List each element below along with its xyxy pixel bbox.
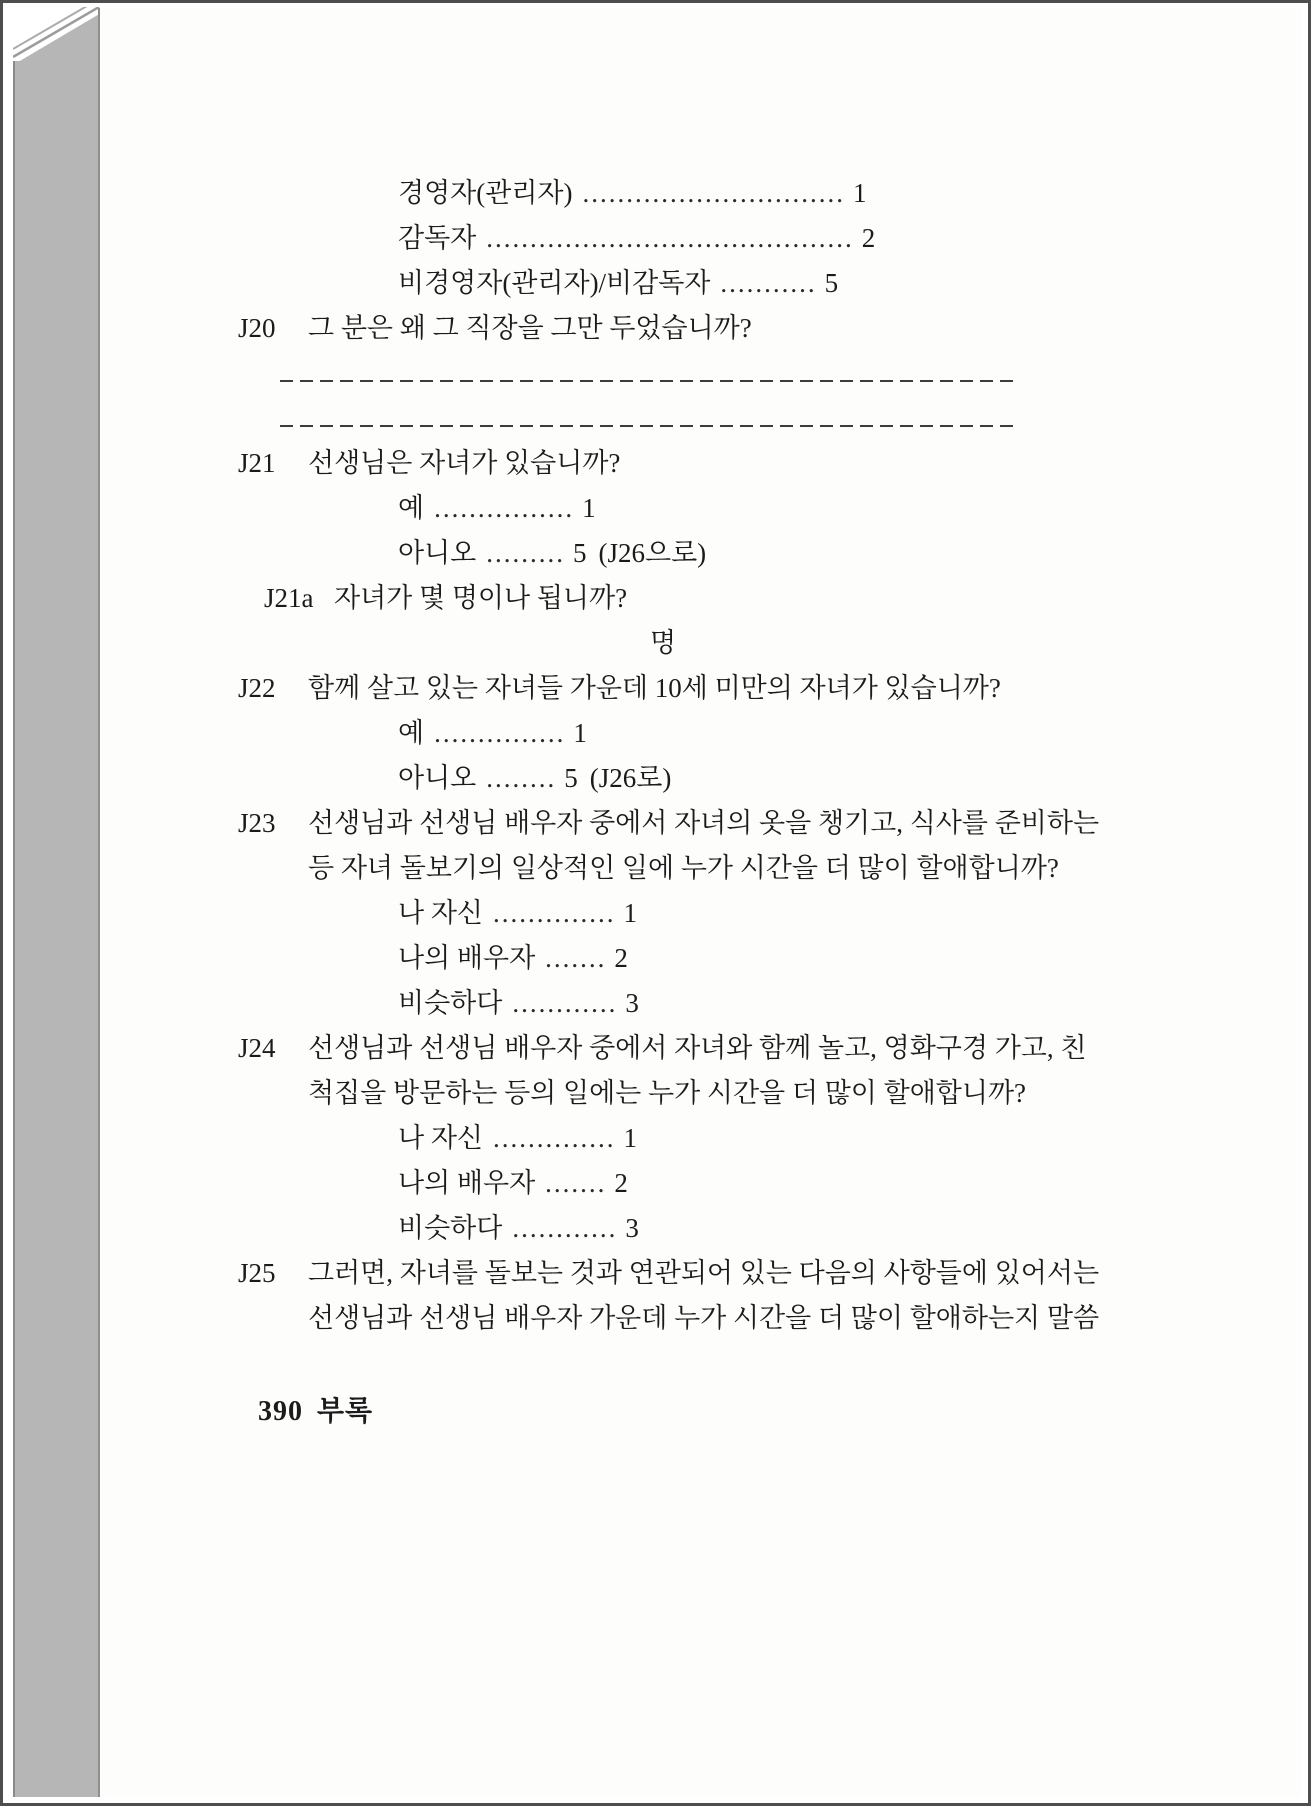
book-corner-pages <box>13 7 101 65</box>
option-row <box>398 1161 1241 1206</box>
question-text-line: 그러면, 자녀를 돌보는 것과 연관되어 있는 다음의 사항들에 있어서는 <box>308 1258 1100 1288</box>
option-value: 1 <box>582 493 596 523</box>
question-text <box>308 1026 1086 1116</box>
question-text-line: 선생님과 선생님 배우자 중에서 자녀와 함께 놀고, 영화구경 가고, 친 <box>308 1033 1087 1063</box>
unit-label: 명 <box>650 628 677 658</box>
question-text <box>308 801 1099 891</box>
option-row <box>398 936 1241 981</box>
option-dots: .......................................... <box>486 223 854 253</box>
question-row <box>264 576 1241 621</box>
question-text: 선생님은 자녀가 있습니까? <box>308 448 621 478</box>
question-text-line: 척집을 방문하는 등의 일에는 누가 시간을 더 많이 할애합니까? <box>308 1078 1027 1108</box>
question-id: J24 <box>238 1033 276 1063</box>
answer-blank-row <box>238 396 1241 441</box>
question-row <box>238 666 1241 711</box>
option-value: 1 <box>623 1123 637 1153</box>
option-dots: ......... <box>486 538 565 568</box>
question-j20 <box>238 306 1241 441</box>
footer-page-number: 390 <box>258 1396 303 1427</box>
answer-blank-line <box>280 380 1013 382</box>
option-row <box>398 486 1241 531</box>
option-row <box>398 1206 1241 1251</box>
option-dots: .............. <box>493 1123 616 1153</box>
page-footer <box>258 1389 1241 1429</box>
question-text: 그 분은 왜 그 직장을 그만 두었습니까? <box>308 313 752 343</box>
question-row <box>238 1251 1241 1341</box>
answer-blank-row <box>238 351 1241 396</box>
option-value: 2 <box>614 1168 628 1198</box>
option-value: 2 <box>861 223 876 253</box>
unit-label-row <box>650 621 1241 666</box>
option-label: 나의 배우자 <box>398 1168 536 1198</box>
question-id: J22 <box>238 673 276 703</box>
option-dots: ............ <box>512 1213 618 1243</box>
question-j21a <box>238 576 1241 666</box>
option-dots: .............................. <box>582 178 845 208</box>
option-dots: .............. <box>493 898 616 928</box>
book-page-edges <box>13 61 98 1797</box>
question-text-line: 선생님과 선생님 배우자 중에서 자녀의 옷을 챙기고, 식사를 준비하는 <box>308 808 1100 838</box>
question-j21 <box>238 441 1241 576</box>
question-text: 자녀가 몇 명이나 됩니까? <box>334 583 628 613</box>
option-dots: ........... <box>720 268 817 298</box>
option-row <box>398 216 1241 261</box>
option-row <box>398 531 1241 576</box>
question-j24 <box>238 1026 1241 1251</box>
option-row <box>398 171 1241 216</box>
option-dots: ....... <box>545 1168 607 1198</box>
option-label: 나의 배우자 <box>398 943 536 973</box>
question-id: J21a <box>264 583 314 613</box>
option-value: 3 <box>625 988 639 1018</box>
option-label: 비슷하다 <box>398 1213 503 1243</box>
option-dots: ....... <box>545 943 607 973</box>
option-row <box>398 891 1241 936</box>
question-row <box>238 1026 1241 1116</box>
option-row <box>398 756 1241 801</box>
question-id: J21 <box>238 448 276 478</box>
option-label: 비슷하다 <box>398 988 503 1018</box>
question-j22 <box>238 666 1241 801</box>
option-row <box>398 981 1241 1026</box>
option-label: 아니오 <box>398 763 477 793</box>
option-row <box>398 711 1241 756</box>
questionnaire-page <box>98 8 1301 1797</box>
question-text-line: 선생님과 선생님 배우자 가운데 누가 시간을 더 많이 할애하는지 말씀 <box>308 1303 1100 1333</box>
option-value: 1 <box>852 178 867 208</box>
carryover-options <box>238 171 1241 306</box>
option-label: 나 자신 <box>398 1123 483 1153</box>
question-text <box>308 1251 1099 1341</box>
option-dots: ................ <box>434 493 575 523</box>
option-label: 아니오 <box>398 538 477 568</box>
option-value: 5 <box>564 763 578 793</box>
option-value: 5 <box>573 538 587 568</box>
question-row <box>238 441 1241 486</box>
option-dots: ............ <box>512 988 618 1018</box>
question-id: J23 <box>238 808 276 838</box>
option-value: 1 <box>623 898 637 928</box>
question-text-line: 등 자녀 돌보기의 일상적인 일에 누가 시간을 더 많이 할애합니까? <box>308 853 1059 883</box>
question-row <box>238 306 1241 351</box>
footer-section-label: 부록 <box>317 1396 374 1427</box>
option-label: 비경영자(관리자)/비감독자 <box>398 268 711 298</box>
answer-blank-line <box>280 425 1013 427</box>
option-value: 3 <box>625 1213 639 1243</box>
option-label: 나 자신 <box>398 898 483 928</box>
question-j25 <box>238 1251 1241 1341</box>
question-row <box>238 801 1241 891</box>
option-dots: ............... <box>434 718 566 748</box>
option-value: 1 <box>573 718 587 748</box>
option-row <box>398 261 1241 306</box>
option-skip-note: (J26으로) <box>598 538 707 568</box>
option-row <box>398 1116 1241 1161</box>
option-label: 감독자 <box>398 223 477 253</box>
option-label: 예 <box>398 493 425 523</box>
option-value: 2 <box>614 943 628 973</box>
option-dots: ........ <box>486 763 557 793</box>
option-label: 예 <box>398 718 425 748</box>
question-j23 <box>238 801 1241 1026</box>
option-label: 경영자(관리자) <box>398 178 573 208</box>
option-skip-note: (J26로) <box>589 763 672 793</box>
question-id: J25 <box>238 1258 276 1288</box>
question-text: 함께 살고 있는 자녀들 가운데 10세 미만의 자녀가 있습니까? <box>308 673 1001 703</box>
question-id: J20 <box>238 313 276 343</box>
option-value: 5 <box>824 268 839 298</box>
